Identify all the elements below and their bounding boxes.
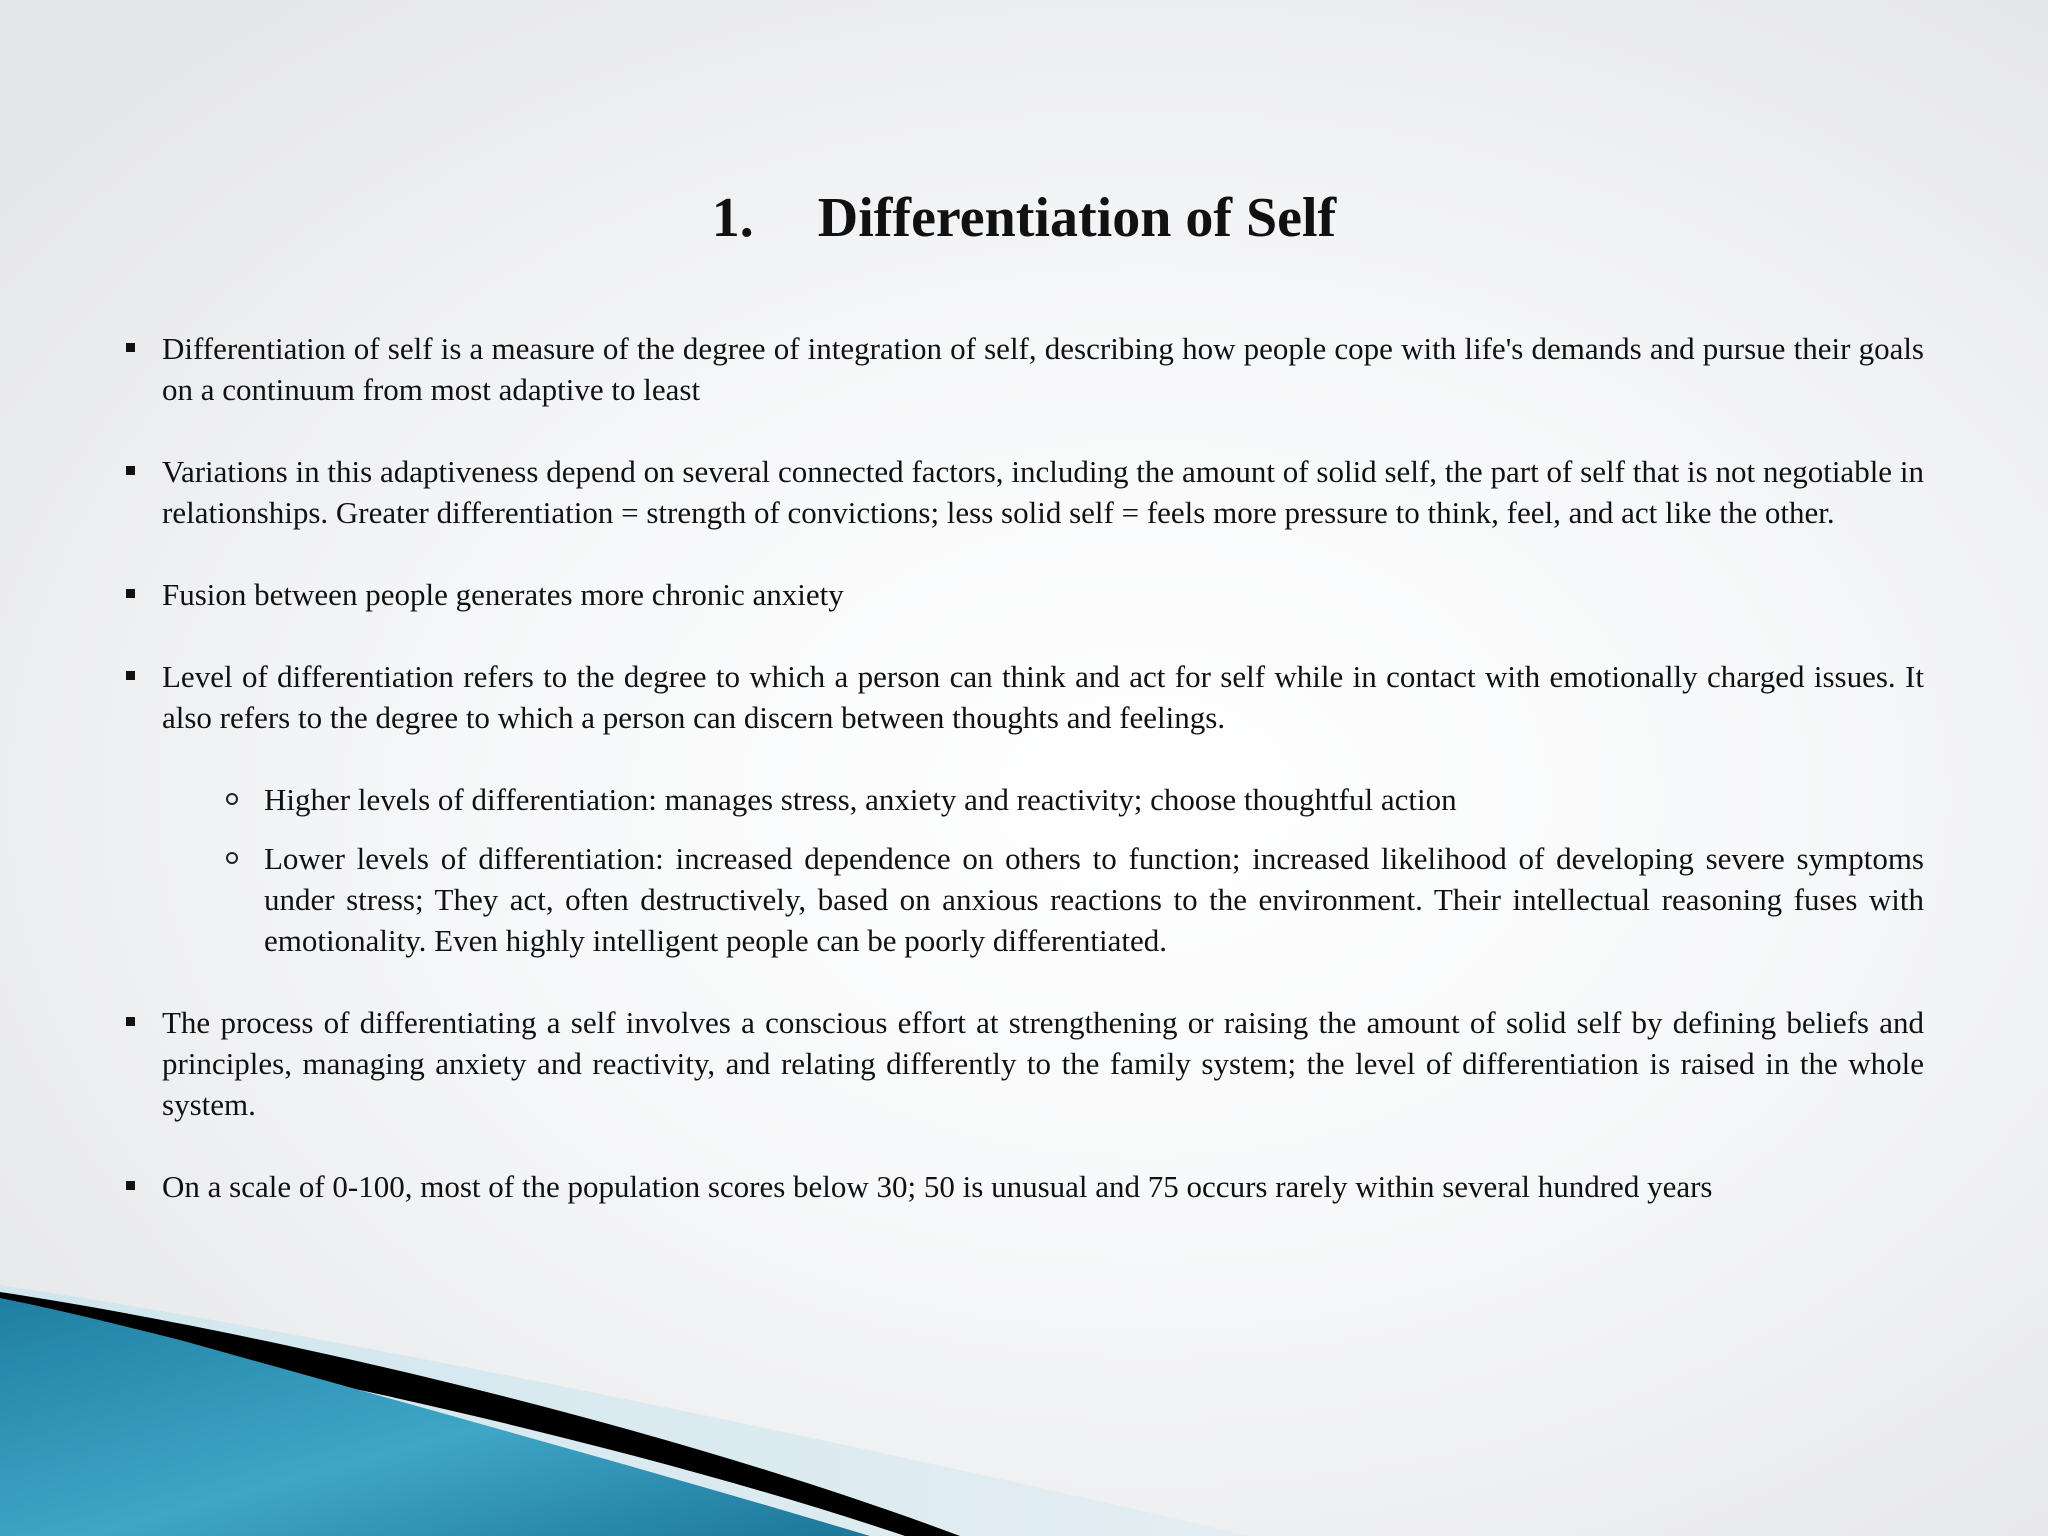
bullet-text: Level of differentiation refers to the degree to which a person can think and act for self while in contact with emotionally charged issues. It also refers to the degree to which a person can discern between thoughts and feelings. (162, 659, 1924, 735)
square-bullet-icon (126, 343, 135, 352)
circle-bullet-icon (226, 852, 238, 864)
square-bullet-icon (126, 1017, 135, 1026)
blue-swoosh-shape (0, 1298, 870, 1536)
bullet-text: Differentiation of self is a measure of the degree of integration of self, describing how people cope with life's demands and pursue their goals on a continuum from most adaptive to least (162, 331, 1924, 407)
bullet-item (124, 1166, 1924, 1207)
slide-title (0, 182, 2048, 254)
bullet-text: The process of differentiating a self involves a conscious effort at strengthening or raising the amount of solid self by defining beliefs and principles, managing anxiety and reactivity, and relating differently to the family system; the level of differentiation is raised in the whole system. (162, 1005, 1924, 1122)
bullet-item (124, 1002, 1924, 1125)
bullet-item (124, 328, 1924, 410)
title-number: 1. (711, 187, 754, 249)
bullet-item (124, 656, 1924, 738)
circle-bullet-icon (226, 793, 238, 805)
bullet-text: Variations in this adaptiveness depend on several connected factors, including the amount of solid self, the part of self that is not negotiable in relationships. Greater differentiation = strength of convictions; less solid self = feels more pressure to think, feel, and act like the other. (162, 454, 1924, 530)
sub-bullet-item (124, 779, 1924, 820)
square-bullet-icon (126, 466, 135, 475)
sub-bullet-text: Higher levels of differentiation: manages stress, anxiety and reactivity; choose thoughtful action (264, 782, 1457, 817)
bullet-item (124, 574, 1924, 615)
sub-bullet-item (124, 838, 1924, 961)
square-bullet-icon (126, 1181, 135, 1190)
slide-body (124, 328, 1924, 1248)
square-bullet-icon (126, 589, 135, 598)
title-text: Differentiation of Self (817, 187, 1337, 249)
bullet-text: On a scale of 0-100, most of the population scores below 30; 50 is unusual and 75 occurs rarely within several hundred years (162, 1169, 1713, 1204)
bullet-text: Fusion between people generates more chronic anxiety (162, 577, 844, 612)
square-bullet-icon (126, 671, 135, 680)
bullet-item (124, 451, 1924, 533)
sub-bullet-text: Lower levels of differentiation: increased dependence on others to function; increased likelihood of developing severe symptoms under stress; They act, often destructively, based on anxious reactions to the environment. Their intellectual reasoning fuses with emotionality. Even highly intelligent people can be poorly differentiated. (264, 841, 1924, 958)
